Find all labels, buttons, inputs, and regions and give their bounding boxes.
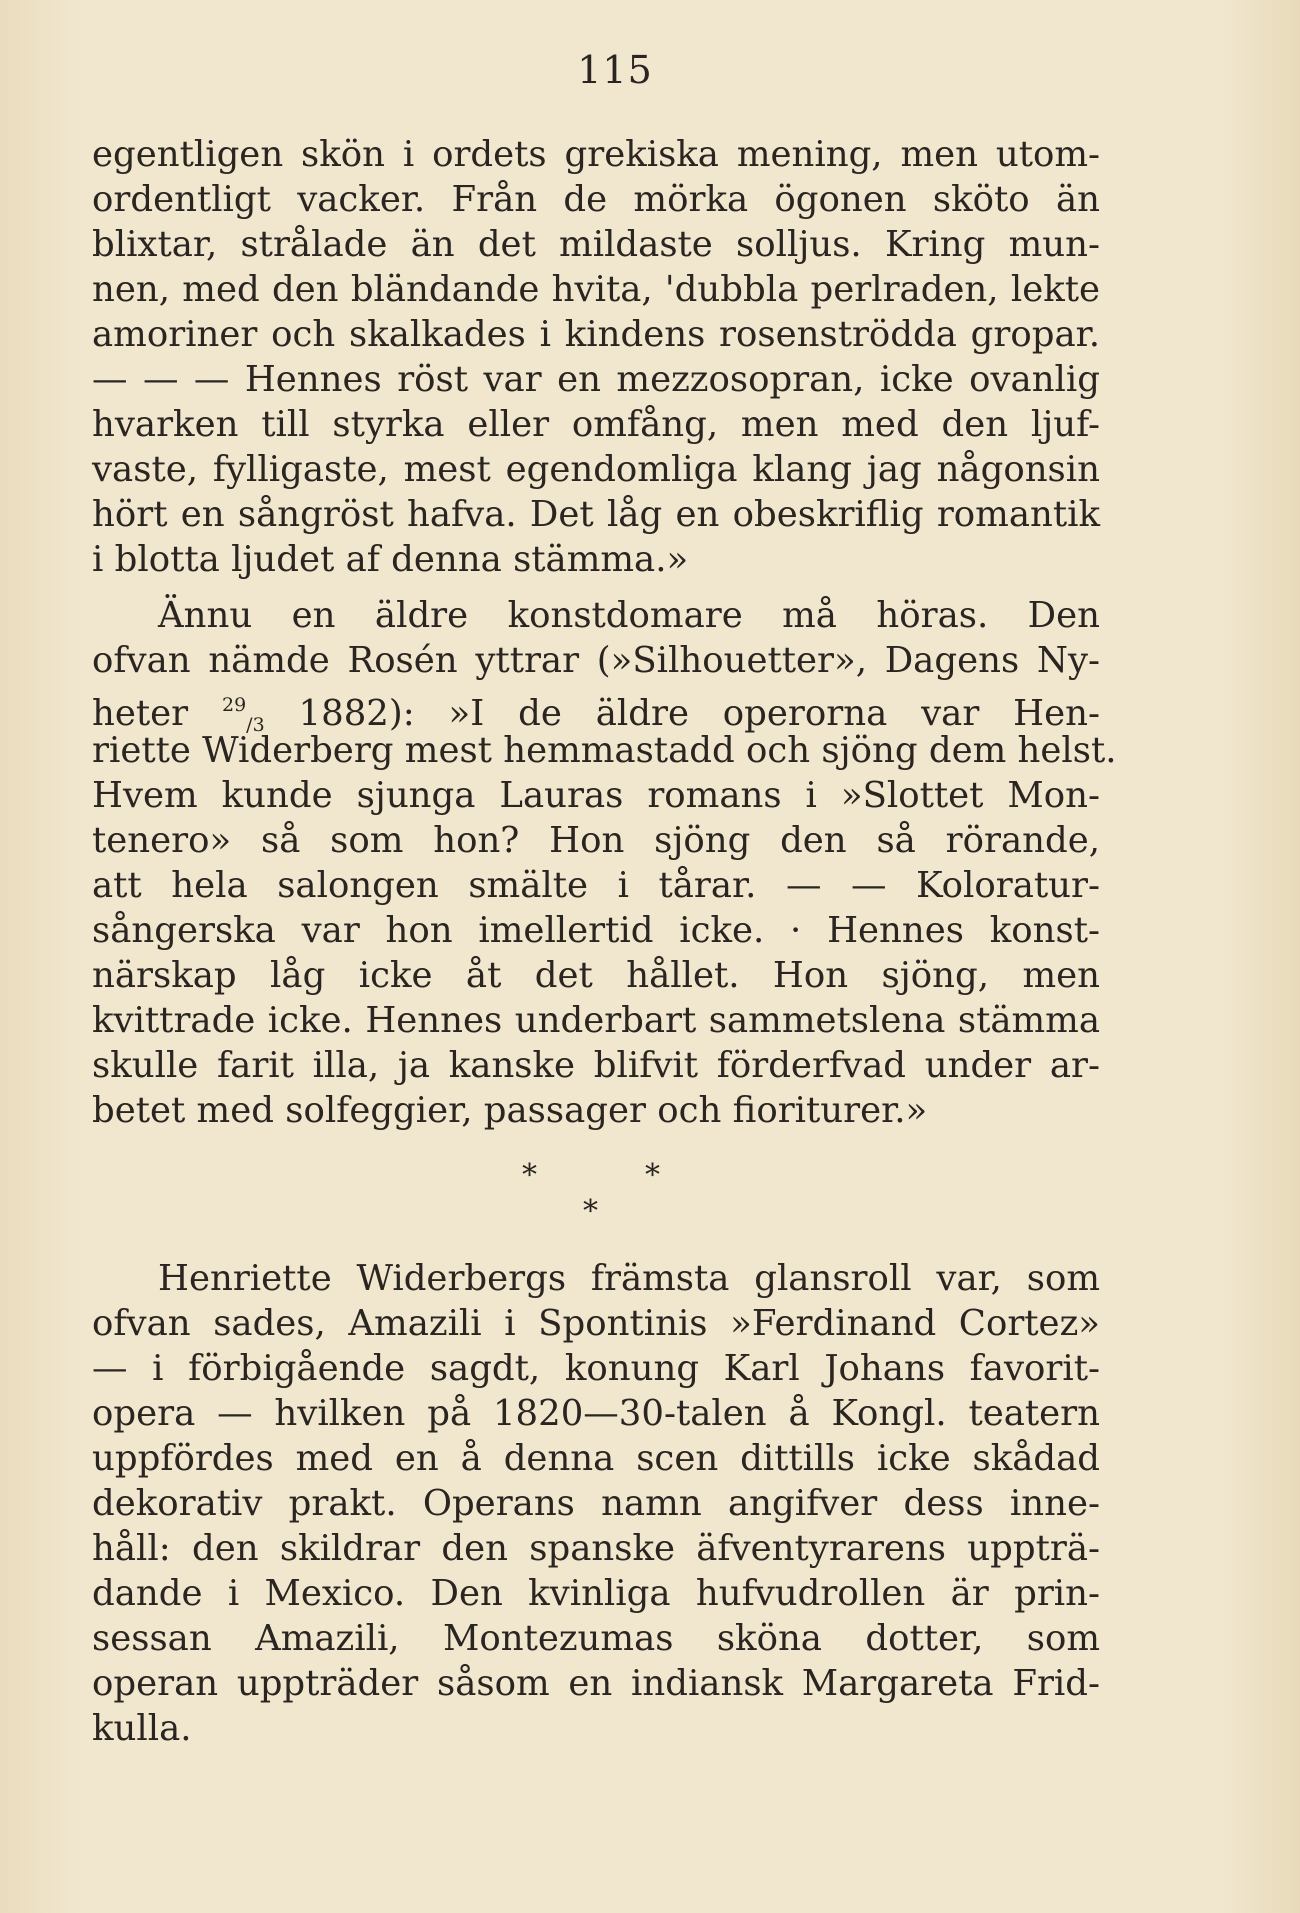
date-superscript: 29 bbox=[221, 694, 247, 716]
text-line: närskap låg icke åt det hållet. Hon sjöng, men bbox=[92, 955, 1100, 996]
text-line: betet med solfeggier, passager och fioriturer.» bbox=[92, 1090, 928, 1131]
text-line: hört en sångröst hafva. Det låg en obeskriflig romantik bbox=[92, 494, 1100, 535]
text-line: tenero» så som hon? Hon sjöng den så rörande, bbox=[92, 820, 1100, 861]
text-line: dekorativ prakt. Operans namn angifver dess inne- bbox=[92, 1483, 1100, 1524]
text-line: i blotta ljudet af denna stämma.» bbox=[92, 539, 689, 580]
text-line: egentligen skön i ordets grekiska mening, men utom- bbox=[92, 134, 1100, 175]
text-line: sångerska var hon imellertid icke. · Hennes konst- bbox=[92, 910, 1100, 951]
text-line: amoriner och skalkades i kindens rosenströdda gropar. bbox=[92, 314, 1100, 355]
text-line: dande i Mexico. Den kvinliga hufvudrollen är prin- bbox=[92, 1573, 1100, 1614]
page-number: 115 bbox=[577, 48, 653, 92]
text-line: opera — hvilken på 1820—30-talen å Kongl. teatern bbox=[92, 1393, 1100, 1434]
paragraph-1 bbox=[92, 132, 1100, 582]
text-line: ofvan sades, Amazili i Spontinis »Ferdinand Cortez» bbox=[92, 1303, 1100, 1344]
text-line: ordentligt vacker. Från de mörka ögonen sköto än bbox=[92, 179, 1100, 220]
asterisk-glyph: * bbox=[645, 1158, 660, 1193]
text-line: håll: den skildrar den spanske äfventyrarens uppträ- bbox=[92, 1528, 1100, 1569]
text-line: uppfördes med en å denna scen dittills icke skådad bbox=[92, 1438, 1100, 1479]
text-line: nen, med den bländande hvita, 'dubbla perlraden, lekte bbox=[92, 269, 1100, 310]
text-line: Hvem kunde sjunga Lauras romans i »Slottet Mon- bbox=[92, 775, 1100, 816]
asterisk-glyph: * bbox=[522, 1158, 537, 1193]
text-line: blixtar, strålade än det mildaste solljus. Kring mun- bbox=[92, 224, 1100, 265]
text-line: sessan Amazili, Montezumas sköna dotter, som bbox=[92, 1618, 1100, 1659]
text-line: — — — Hennes röst var en mezzosopran, icke ovanlig bbox=[92, 359, 1100, 400]
asterisk-glyph: * bbox=[583, 1194, 598, 1229]
text-line: att hela salongen smälte i tårar. — — Koloratur- bbox=[92, 865, 1100, 906]
paragraph-3 bbox=[92, 1256, 1100, 1751]
text-line: operan uppträder såsom en indiansk Margareta Frid- bbox=[92, 1663, 1100, 1704]
text-line: vaste, fylligaste, mest egendomliga klang jag någonsin bbox=[92, 449, 1100, 490]
date-suffix: 1882): »I de äldre operorna var Hen- bbox=[298, 693, 1100, 734]
text-line-with-date bbox=[92, 683, 1100, 736]
date-subscript: /3 bbox=[246, 714, 265, 736]
text-line: kvittrade icke. Hennes underbart sammetslena stämma bbox=[92, 1000, 1100, 1041]
text-line: — i förbigående sagdt, konung Karl Johans favorit- bbox=[92, 1348, 1100, 1389]
text-line: riette Widerberg mest hemmastadd och sjöng dem helst. bbox=[92, 730, 1117, 771]
text-line: Henriette Widerbergs främsta glansroll var, som bbox=[158, 1258, 1100, 1299]
paragraph-2 bbox=[92, 593, 1117, 1133]
text-line: Ännu en äldre konstdomare må höras. Den bbox=[158, 595, 1100, 636]
text-line: ofvan nämde Rosén yttrar (»Silhouetter», Dagens Ny- bbox=[92, 640, 1100, 681]
text-line: hvarken till styrka eller omfång, men med den ljuf- bbox=[92, 404, 1100, 445]
date-prefix: heter bbox=[92, 693, 189, 734]
text-line: skulle farit illa, ja kanske blifvit förderfvad under ar- bbox=[92, 1045, 1100, 1086]
text-line: kulla. bbox=[92, 1708, 192, 1749]
section-separator bbox=[0, 1158, 1300, 1248]
